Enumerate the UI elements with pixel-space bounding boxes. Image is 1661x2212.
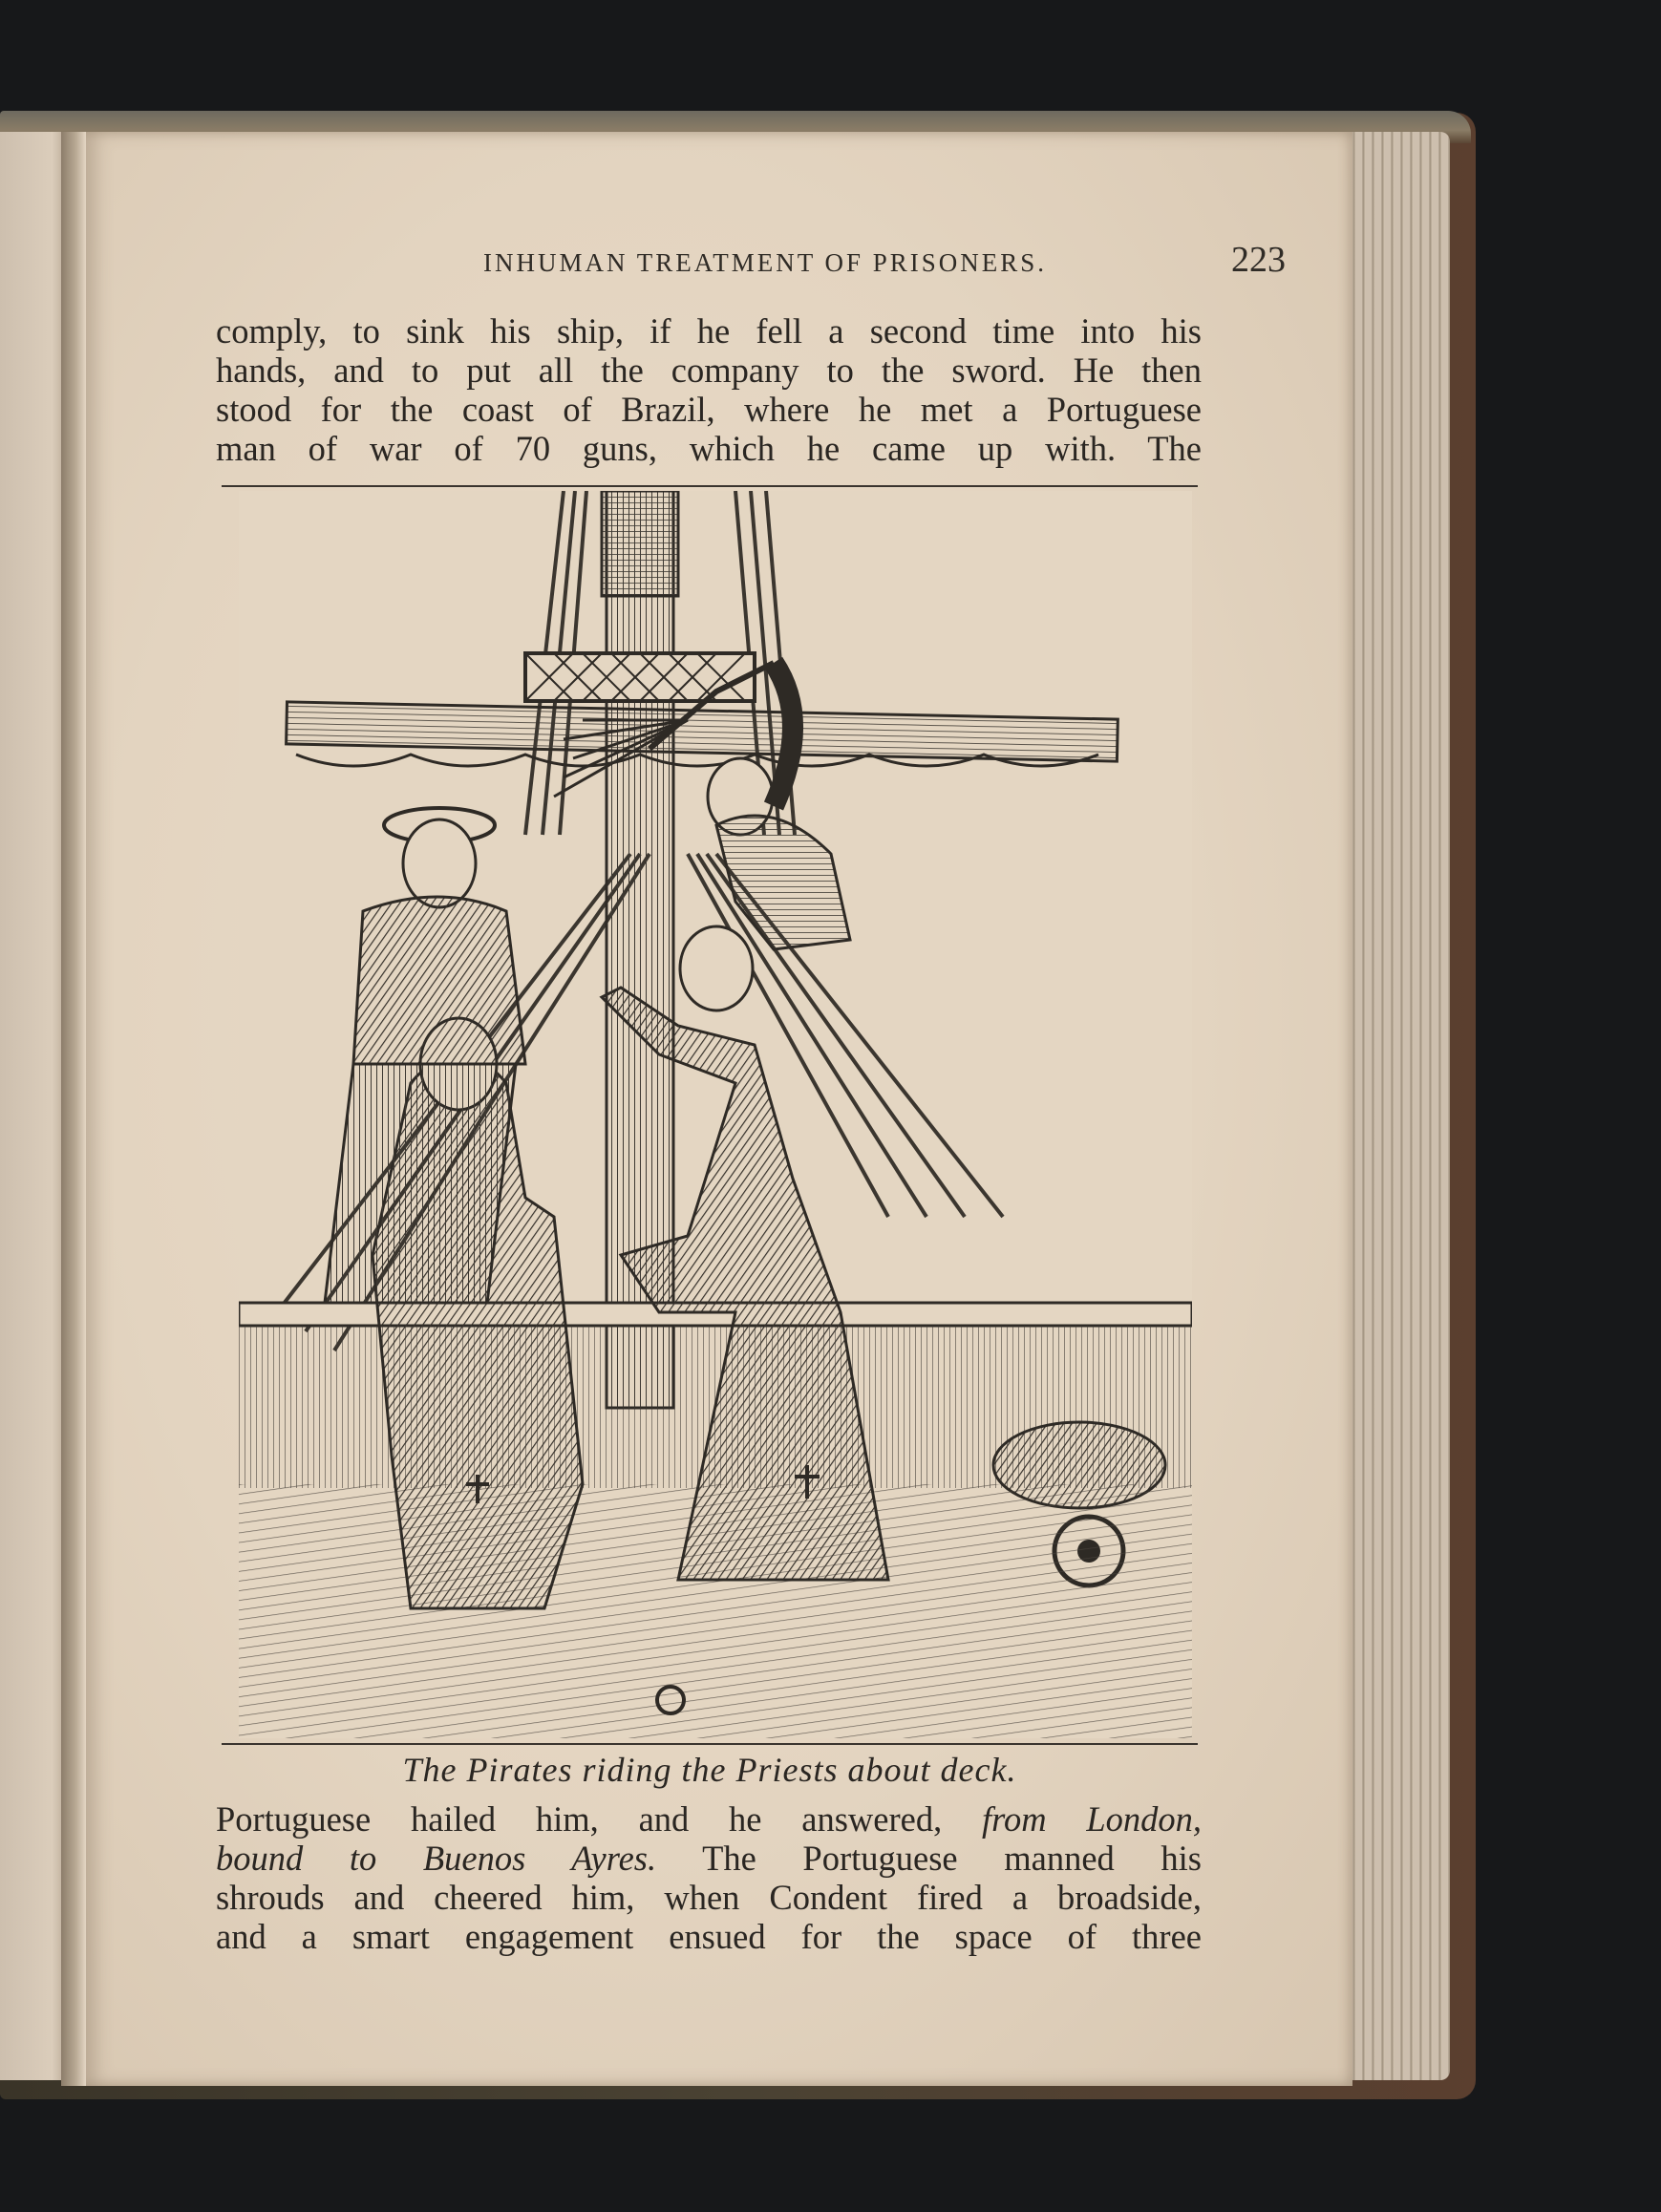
italic-span: from London, — [981, 1799, 1203, 1839]
text-line — [216, 1839, 1202, 1878]
text-line: man of war of 70 guns, which he came up with. The — [216, 429, 1202, 468]
text-line: stood for the coast of Brazil, where he met a Portuguese — [216, 390, 1202, 429]
running-title: INHUMAN TREATMENT OF PRISONERS. — [483, 248, 1048, 277]
woodcut-illustration — [239, 491, 1192, 1738]
italic-span: bound to Buenos Ayres. — [216, 1839, 657, 1878]
figure-caption: The Pirates riding the Priests about deck. — [402, 1751, 1017, 1789]
page-gutter — [61, 132, 86, 2086]
page-number: 223 — [1231, 240, 1286, 280]
figure-top-rule — [222, 485, 1198, 487]
text-line — [216, 1799, 1202, 1839]
masthead — [602, 491, 678, 596]
bottom-paragraph — [216, 1799, 1202, 1956]
text-span: The Portuguese manned his — [702, 1839, 1202, 1878]
book-page — [82, 132, 1352, 2086]
text-span: Portuguese hailed him, and he answered, — [216, 1799, 943, 1839]
running-head — [292, 239, 1286, 287]
top-paragraph — [216, 311, 1202, 468]
text-line: shrouds and cheered him, when Condent fired a broadside, — [216, 1878, 1202, 1917]
text-line: comply, to sink his ship, if he fell a second time into his — [216, 311, 1202, 351]
page-edges — [1337, 132, 1450, 2080]
text-line: and a smart engagement ensued for the space of three — [216, 1917, 1202, 1956]
text-line: hands, and to put all the company to the sword. He then — [216, 351, 1202, 390]
